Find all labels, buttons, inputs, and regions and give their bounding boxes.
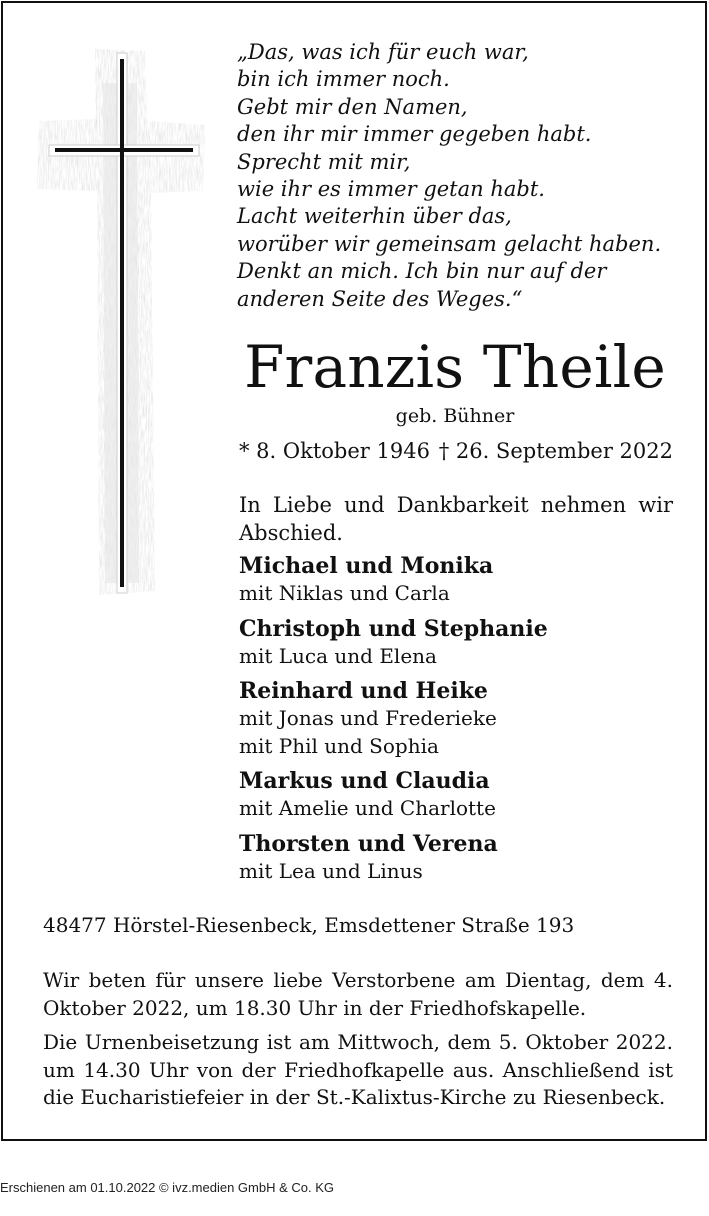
poem-line: worüber wir gemeinsam gelacht haben. xyxy=(237,231,662,256)
poem-line: Lacht weiterhin über das, xyxy=(237,204,512,229)
obituary-frame xyxy=(1,1,707,1141)
poem-line: Sprecht mit mir, xyxy=(237,149,411,174)
family-entry xyxy=(239,830,673,886)
family-children: mit Phil und Sophia xyxy=(239,733,439,758)
family-head: Markus und Claudia xyxy=(239,768,490,794)
family-children: mit Luca und Elena xyxy=(239,643,437,668)
mourners-list xyxy=(239,552,673,892)
cross-icon xyxy=(33,43,208,608)
poem-line: anderen Seite des Weges.“ xyxy=(237,286,523,311)
family-entry xyxy=(239,552,673,608)
address: 48477 Hörstel-Riesenbeck, Emsdettener Straße 193 xyxy=(43,913,575,937)
family-head: Michael und Monika xyxy=(239,553,494,579)
family-head: Christoph und Stephanie xyxy=(239,615,548,642)
family-children: mit Lea und Linus xyxy=(239,858,423,883)
family-children: mit Jonas und Frederieke xyxy=(239,706,497,730)
publication-footer: Erschienen am 01.10.2022 © ivz.medien GmbH & Co. KG xyxy=(0,1180,335,1195)
maiden-name: geb. Bühner xyxy=(395,405,515,427)
poem-line: wie ihr es immer getan habt. xyxy=(237,177,545,202)
poem-line: Denkt an mich. Ich bin nur auf der xyxy=(237,259,607,284)
family-children: mit Niklas und Carla xyxy=(239,581,450,605)
farewell-text: In Liebe und Dankbarkeit nehmen wir Abschied. xyxy=(239,493,673,545)
poem-line: den ihr mir immer gegeben habt. xyxy=(237,122,592,147)
birth-date: * 8. Oktober 1946 xyxy=(239,439,430,463)
family-entry xyxy=(239,767,673,823)
deceased-name: Franzis Theile xyxy=(244,333,666,401)
burial-notice: Die Urnenbeisetzung ist am Mittwoch, dem 5. Oktober 2022. um 14.30 Uhr von der Friedhofkapelle aus. Anschließend ist die Eucharistiefeier in der St.-Kalixtus-Kirche zu Riesenbeck. xyxy=(43,1030,673,1109)
family-children: mit Amelie und Charlotte xyxy=(239,796,496,820)
poem xyxy=(237,39,677,313)
poem-line: „Das, was ich für euch war, xyxy=(237,40,529,64)
family-entry xyxy=(239,615,673,671)
family-head: Thorsten und Verena xyxy=(239,830,498,857)
family-entry xyxy=(239,677,673,760)
poem-line: bin ich immer noch. xyxy=(237,67,450,92)
family-head: Reinhard und Heike xyxy=(239,678,488,704)
life-dates xyxy=(239,437,673,465)
death-date: † 26. September 2022 xyxy=(438,439,673,463)
service-notice: Wir beten für unsere liebe Verstorbene am Dientag, dem 4. Oktober 2022, um 18.30 Uhr in der Friedhofskapelle. xyxy=(43,968,673,1020)
poem-line: Gebt mir den Namen, xyxy=(237,94,468,119)
